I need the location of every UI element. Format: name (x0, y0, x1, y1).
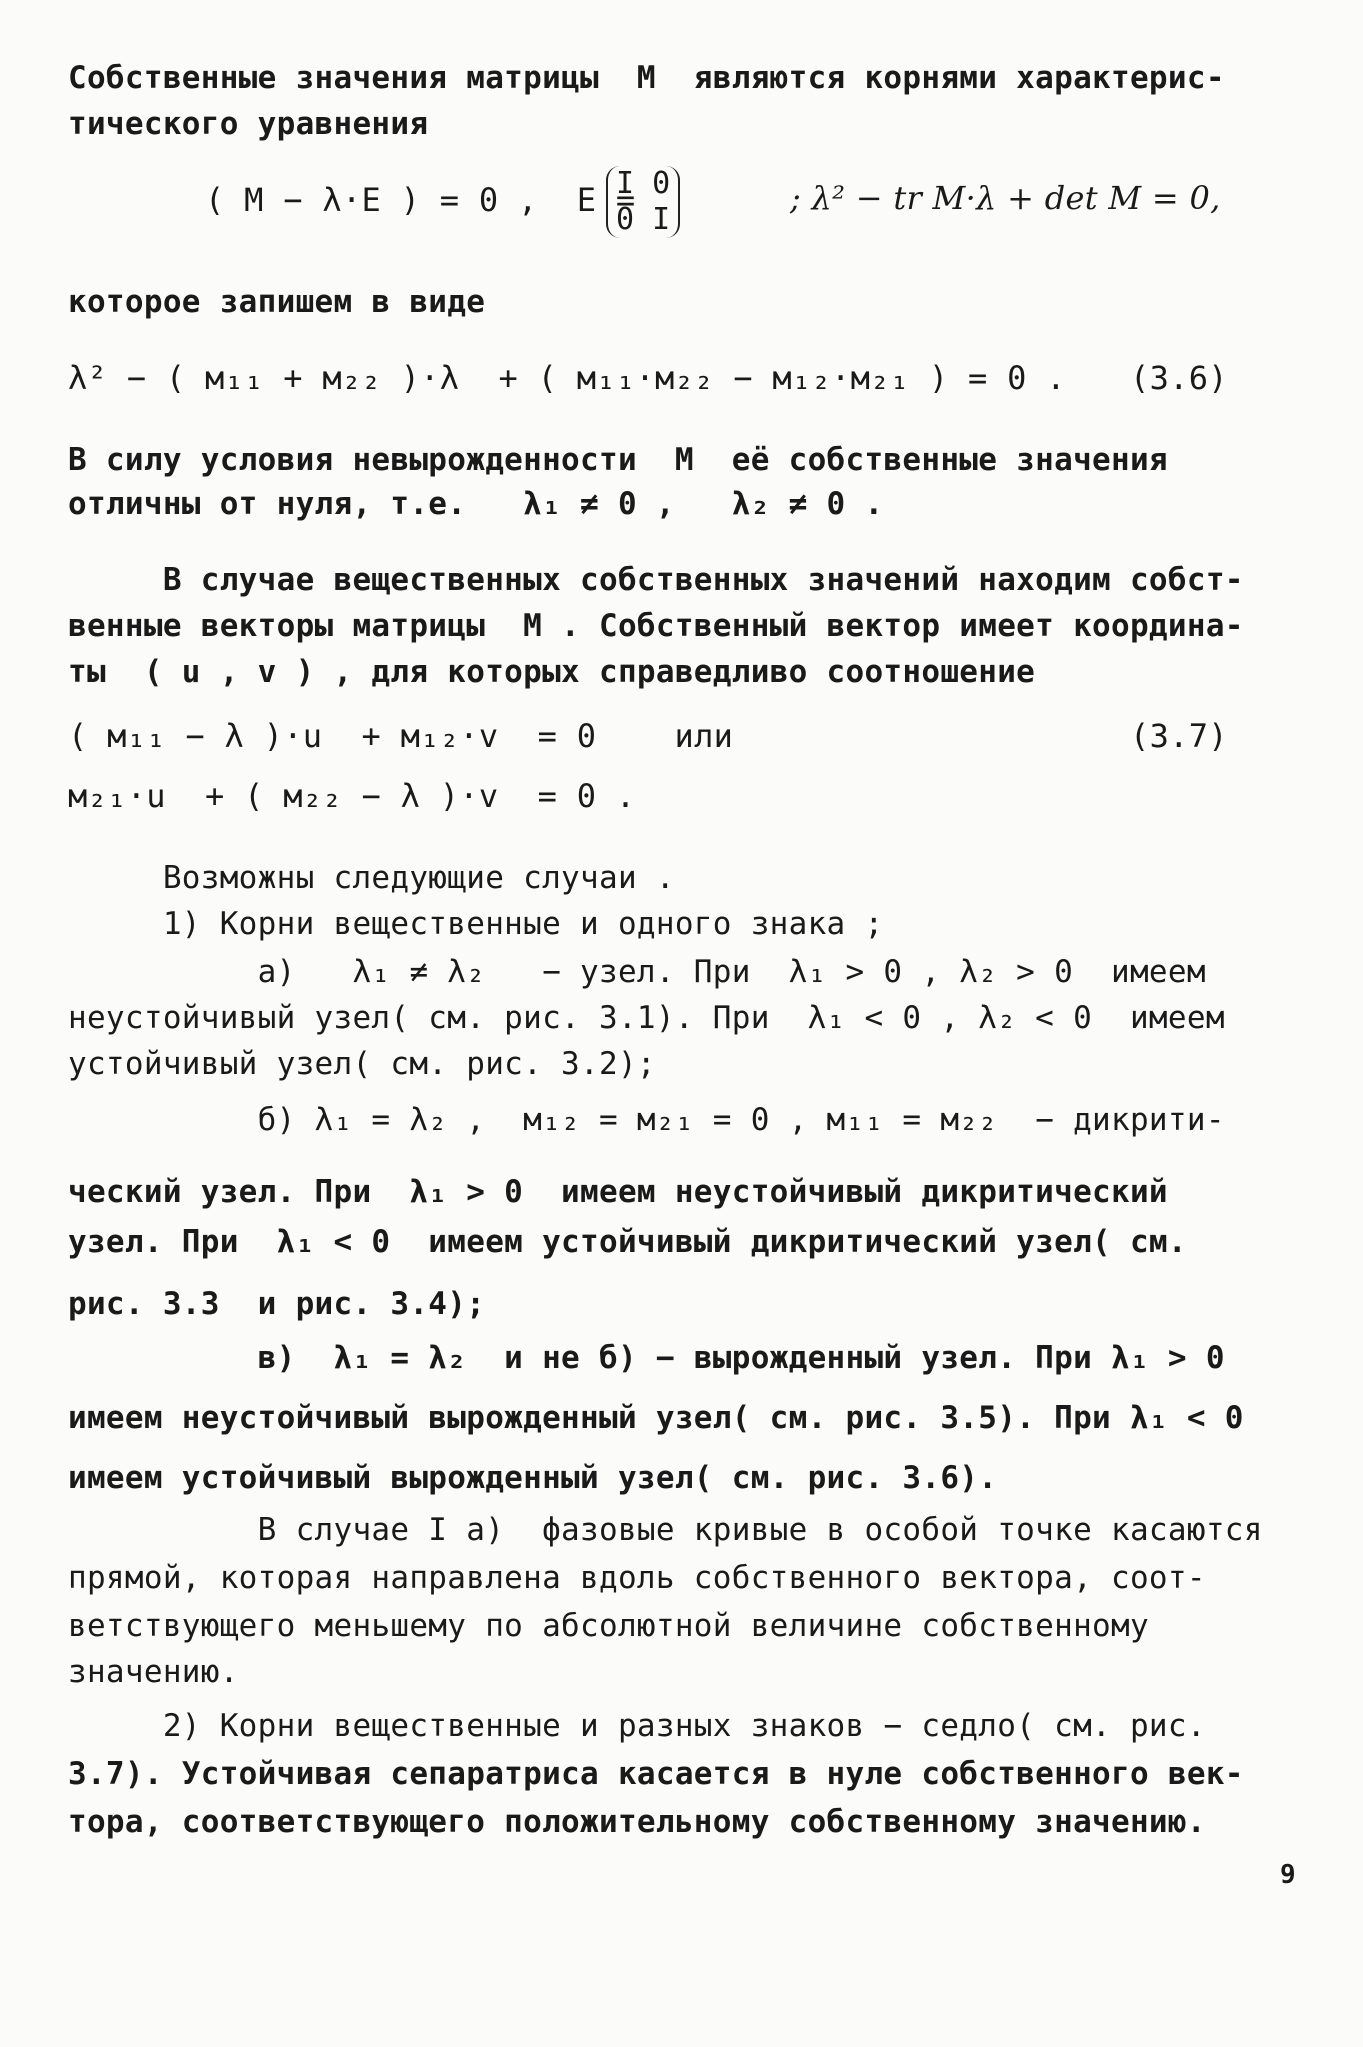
equation-number: (3.6) (1130, 359, 1228, 397)
identity-matrix (606, 166, 680, 238)
equation-3-7b: м₂₁·u + ( м₂₂ − λ )·v = 0 . (68, 777, 636, 815)
text-line: 1) Корни вещественные и одного знака ; (68, 906, 884, 942)
text-line: венные векторы матрицы М . Собственный вектор имеет координа- (68, 608, 1244, 644)
text-line: Возможны следующие случаи . (68, 860, 675, 896)
text-line: неустойчивый узел( см. рис. 3.1). При λ₁ < 0 , λ₂ < 0 имеем (68, 1000, 1225, 1036)
equation-number: (3.7) (1130, 717, 1228, 755)
text-line: которое запишем в виде (68, 284, 486, 320)
equation-3-6: λ² − ( м₁₁ + м₂₂ )·λ + ( м₁₁·м₂₂ − м₁₂·м₂₁ ) = 0 . (68, 359, 1066, 397)
text-line: узел. При λ₁ < 0 имеем устойчивый дикритический узел( см. (68, 1224, 1187, 1260)
text-line: 2) Корни вещественные и разных знаков − седло( см. рис. (68, 1708, 1206, 1744)
text-line: ветствующего меньшему по абсолютной величине собственному (68, 1608, 1149, 1644)
text-line: В случае I а) фазовые кривые в особой точке касаются (68, 1512, 1263, 1548)
text-line: В случае вещественных собственных значений находим собст- (68, 562, 1244, 598)
page-number: 9 (1280, 1860, 1296, 1890)
text-line: В силу условия невырожденности М её собственные значения (68, 442, 1168, 478)
equation-characteristic: ; λ² − tr M·λ + det M = 0, (790, 179, 1221, 217)
text-line: устойчивый узел( см. рис. 3.2); (68, 1046, 656, 1082)
text-line: значению. (68, 1654, 239, 1690)
text-line: отличны от нуля, т.е. λ₁ ≠ 0 , λ₂ ≠ 0 . (68, 486, 884, 522)
text-line: рис. 3.3 и рис. 3.4); (68, 1286, 486, 1322)
equation-3-7a: ( м₁₁ − λ )·u + м₁₂·v = 0 или (68, 717, 734, 755)
matrix-row: 0 I (616, 202, 671, 237)
text-line: б) λ₁ = λ₂ , м₁₂ = м₂₁ = 0 , м₁₁ = м₂₂ − дикрити- (68, 1102, 1225, 1138)
matrix-row: I 0 (616, 166, 671, 201)
equation-char-matrix: ( М − λ·Е ) = 0 , Е = (205, 181, 636, 219)
text-line: тического уравнения (68, 106, 429, 142)
text-line: в) λ₁ = λ₂ и не б) − вырожденный узел. При λ₁ > 0 (68, 1340, 1225, 1376)
text-line: имеем устойчивый вырожденный узел( см. рис. 3.6). (68, 1460, 998, 1496)
text-line: прямой, которая направлена вдоль собственного вектора, соот- (68, 1560, 1206, 1596)
text-line: а) λ₁ ≠ λ₂ − узел. При λ₁ > 0 , λ₂ > 0 имеем (68, 954, 1206, 990)
text-line: Собственные значения матрицы М являются корнями характерис- (68, 60, 1225, 96)
text-line: имеем неустойчивый вырожденный узел( см. рис. 3.5). При λ₁ < 0 (68, 1400, 1244, 1436)
text-line: 3.7). Устойчивая сепаратриса касается в нуле собственного век- (68, 1756, 1244, 1792)
text-line: ческий узел. При λ₁ > 0 имеем неустойчивый дикритический (68, 1174, 1168, 1210)
text-line: тора, соответствующего положительному собственному значению. (68, 1804, 1206, 1840)
text-line: ты ( u , v ) , для которых справедливо соотношение (68, 654, 1036, 690)
